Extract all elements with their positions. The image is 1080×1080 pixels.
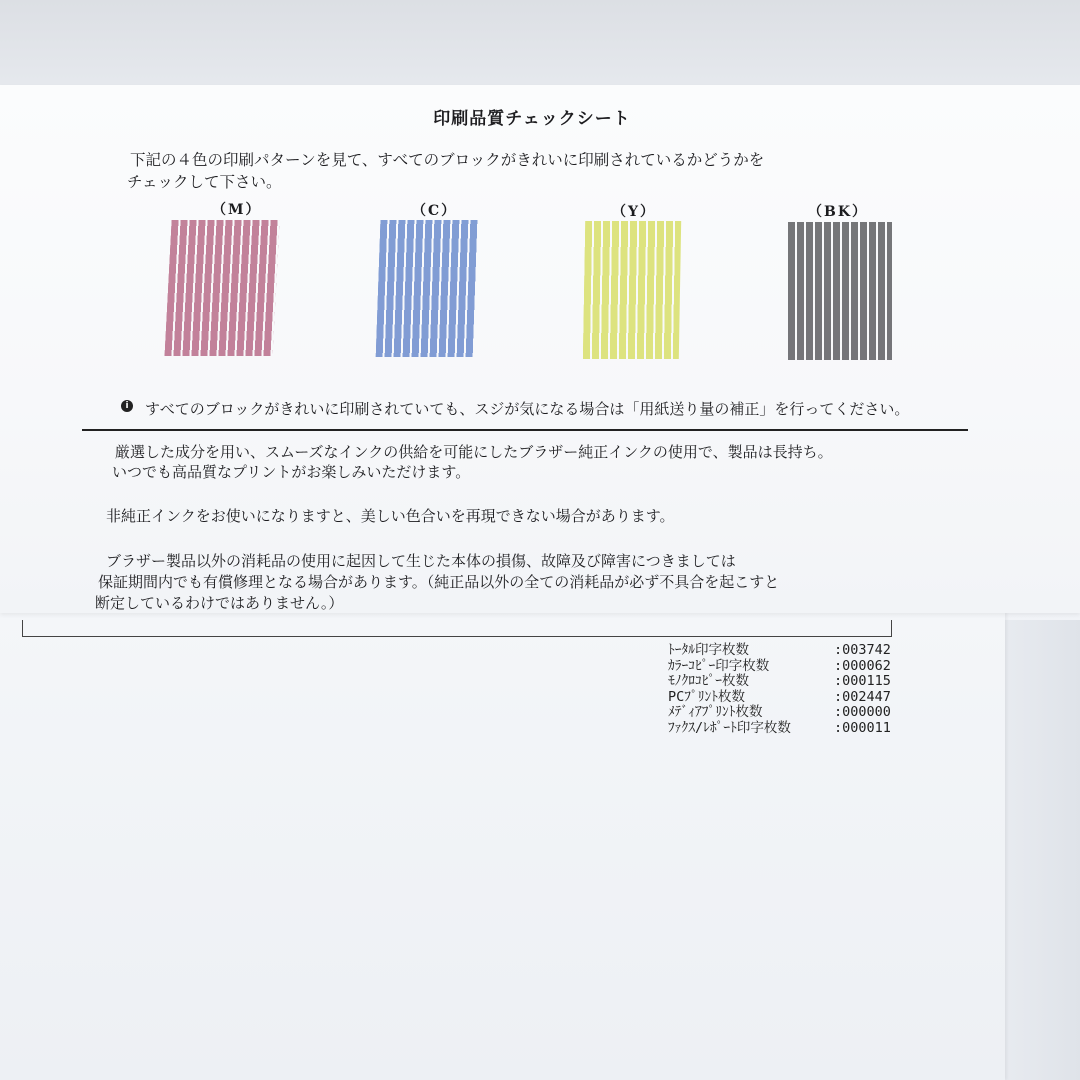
pattern-label-c: （C） — [412, 203, 458, 219]
magenta-test-pattern — [164, 220, 279, 356]
paragraph-1-line-1: 厳選した成分を用い、スムーズなインクの供給を可能にしたブラザー純正インクの使用で、製品は長持ち。 — [115, 443, 833, 461]
counter-value: :000115 — [834, 673, 891, 689]
paper-edge — [1000, 620, 1080, 1080]
black-test-pattern — [788, 222, 892, 360]
counter-label: ｶﾗｰｺﾋﾟｰ印字枚数 — [668, 657, 770, 674]
counter-label: ﾄｰﾀﾙ印字枚数 — [668, 642, 749, 658]
paragraph-2: 非純正インクをお使いになりますと、美しい色合いを再現できない場合があります。 — [106, 507, 675, 525]
cyan-test-pattern — [376, 220, 479, 357]
pattern-label-bk: （BK） — [808, 204, 869, 220]
pattern-label-m: （M） — [212, 202, 262, 218]
counter-label: PCﾌﾟﾘﾝﾄ枚数 — [668, 688, 746, 705]
report-frame — [22, 620, 892, 637]
pattern-label-y: （Y） — [612, 204, 656, 220]
counter-value: :000062 — [834, 657, 891, 674]
info-icon: i — [121, 400, 133, 412]
note-text: すべてのブロックがきれいに印刷されていても、スジが気になる場合は「用紙送り量の補正」を行ってください。 — [145, 400, 910, 418]
counter-value: :003742 — [834, 642, 891, 658]
counter-value: :000000 — [834, 704, 891, 720]
counter-value: :000011 — [834, 719, 891, 736]
counter-label: ﾌｧｸｽ/ﾚﾎﾟｰﾄ印字枚数 — [668, 719, 791, 736]
counter-label: ﾓﾉｸﾛｺﾋﾟｰ枚数 — [668, 673, 749, 689]
paragraph-3-line-2: 保証期間内でも有償修理となる場合があります。（純正品以外の全ての消耗品が必ず不具合を起こすと — [98, 573, 780, 591]
paragraph-1-line-2: いつでも高品質なプリントがお楽しみいただけます。 — [112, 463, 471, 481]
paragraph-3-line-3: 断定しているわけではありません。） — [95, 594, 344, 612]
paragraph-3-line-1: ブラザー製品以外の消耗品の使用に起因して生じた本体の損傷、故障及び障害につきましては — [106, 552, 736, 570]
sheet-title: 印刷品質チェックシート — [433, 109, 631, 129]
yellow-test-pattern — [583, 221, 681, 359]
counter-label: ﾒﾃﾞｨｱﾌﾟﾘﾝﾄ枚数 — [668, 704, 763, 720]
instruction-line-2: チェックして下さい。 — [127, 173, 282, 191]
divider-line — [82, 429, 968, 431]
background — [0, 0, 1080, 90]
instruction-line-1: 下記の４色の印刷パターンを見て、すべてのブロックがきれいに印刷されているかどうかを — [130, 151, 765, 169]
counter-value: :002447 — [834, 688, 891, 705]
